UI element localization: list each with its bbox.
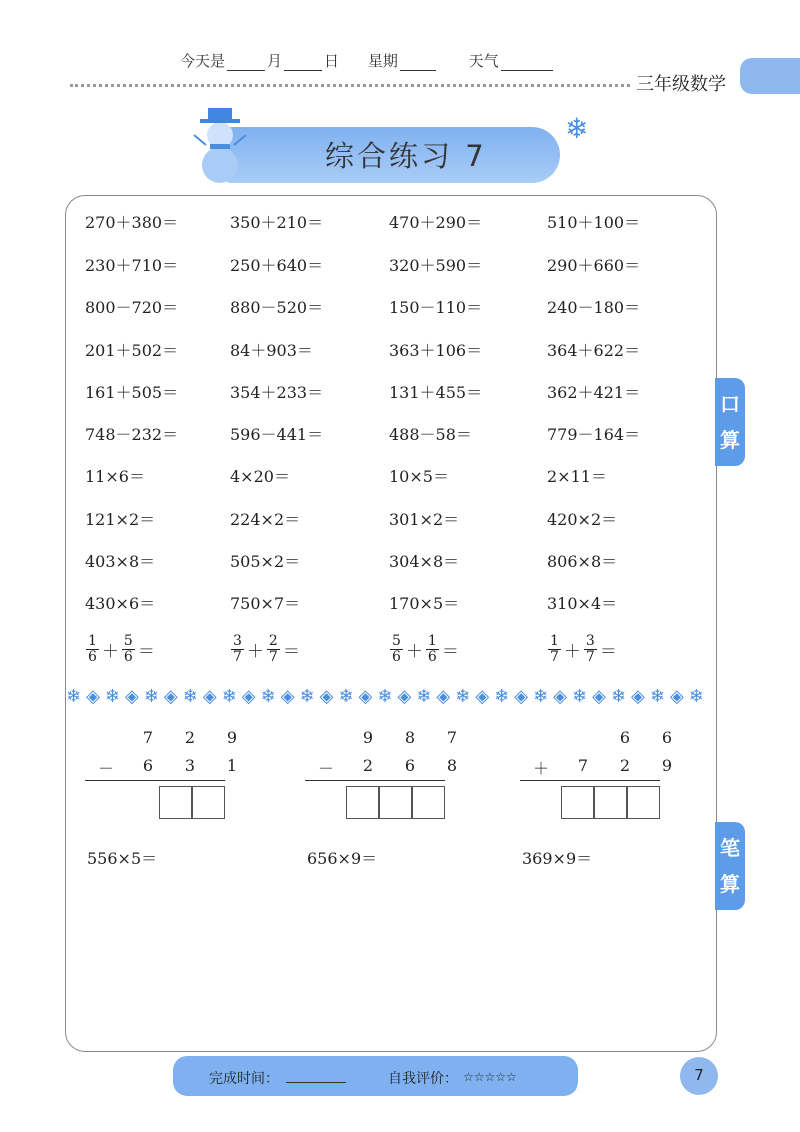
digit: 9 [661, 756, 673, 775]
equals-sign: ＝ [282, 642, 300, 662]
oral-problem: 250＋640＝ [230, 256, 324, 275]
oral-problem: 800－720＝ [85, 298, 179, 317]
fraction-problem [85, 634, 157, 665]
top-number [520, 728, 688, 747]
oral-problem: 4×20＝ [230, 467, 290, 486]
self-evaluation-label: 自我评价： [388, 1071, 458, 1087]
top-number [305, 728, 473, 747]
top-number [85, 728, 253, 747]
oral-problem: 310×4＝ [547, 594, 618, 613]
fraction [390, 634, 403, 665]
oral-problem: 301×2＝ [389, 510, 460, 529]
oral-problem: 510＋100＝ [547, 213, 641, 232]
fraction [267, 634, 280, 665]
oral-problem: 354＋233＝ [230, 383, 324, 402]
fraction-problem [389, 634, 461, 665]
oral-problem: 224×2＝ [230, 510, 301, 529]
digit: 2 [362, 756, 374, 775]
oral-problem: 10×5＝ [389, 467, 449, 486]
digit: 2 [619, 756, 631, 775]
weekday-blank[interactable] [400, 56, 436, 71]
day-label: 日 [324, 52, 340, 70]
oral-problem: 161＋505＝ [85, 383, 179, 402]
digit: 9 [362, 728, 374, 747]
oral-problem: 880－520＝ [230, 298, 324, 317]
digit: 8 [446, 756, 458, 775]
page-title: 综合练习 7 [325, 139, 487, 173]
equals-sign: ＝ [441, 642, 459, 662]
written-section-tab [715, 822, 745, 910]
denominator: 7 [233, 649, 242, 665]
fraction [584, 634, 597, 665]
oral-problem: 362＋421＝ [547, 383, 641, 402]
oral-problem: 363＋106＝ [389, 341, 483, 360]
snowman-icon [190, 100, 250, 185]
sum-line [520, 780, 660, 781]
denominator: 6 [123, 649, 133, 665]
plus-sign: ＋ [405, 642, 423, 662]
plus-sign: ＋ [563, 642, 581, 662]
denominator: 7 [268, 649, 278, 665]
written-problem: 556×5＝ [87, 849, 158, 868]
digit: 6 [661, 728, 673, 747]
fraction [548, 634, 561, 665]
numerator: 1 [88, 633, 97, 649]
oral-problem: 505×2＝ [230, 552, 301, 571]
oral-section-tab [715, 378, 745, 466]
oral-problem: 201＋502＝ [85, 341, 179, 360]
oral-problem: 779－164＝ [547, 425, 641, 444]
oral-problem: 150－110＝ [389, 298, 483, 317]
answer-box[interactable] [627, 786, 660, 819]
oral-problem: 596－441＝ [230, 425, 324, 444]
digit: 6 [404, 756, 416, 775]
dotted-divider [70, 84, 630, 87]
grade-tab [740, 58, 800, 94]
page-number: 7 [680, 1057, 718, 1095]
equals-sign: ＝ [137, 642, 155, 662]
digit: 6 [619, 728, 631, 747]
oral-problem: 121×2＝ [85, 510, 156, 529]
today-label: 今天是 [180, 52, 226, 70]
oral-problem: 806×8＝ [547, 552, 618, 571]
fraction [426, 634, 439, 665]
numerator: 5 [392, 633, 401, 649]
oral-problem: 131＋455＝ [389, 383, 483, 402]
numerator: 3 [585, 633, 595, 649]
oral-problem: 350＋210＝ [230, 213, 324, 232]
answer-box[interactable] [379, 786, 412, 819]
date-header [180, 50, 555, 71]
footer-bar [173, 1056, 578, 1096]
digit: 7 [577, 756, 589, 775]
plus-sign: ＋ [101, 642, 119, 662]
digit: 6 [142, 756, 154, 775]
answer-box[interactable] [561, 786, 594, 819]
numerator: 1 [550, 633, 559, 649]
denominator: 7 [550, 649, 559, 665]
exercise-frame [65, 195, 717, 1052]
written-problem: 656×9＝ [307, 849, 378, 868]
oral-problem: 403×8＝ [85, 552, 156, 571]
oral-problem: 230＋710＝ [85, 256, 179, 275]
snowflake-icon: ❄ [565, 112, 589, 145]
fraction-problem [547, 634, 619, 665]
denominator: 6 [392, 649, 401, 665]
oral-problem: 11×6＝ [85, 467, 145, 486]
denominator: 7 [585, 649, 595, 665]
month-label: 月 [267, 52, 283, 70]
numerator: 2 [268, 633, 278, 649]
fraction [122, 634, 135, 665]
digit: ＋ [532, 759, 549, 778]
oral-problem: 750×7＝ [230, 594, 301, 613]
snowflake-divider: ❄◈❄◈❄◈❄◈❄◈❄◈❄◈❄◈❄◈❄◈❄◈❄◈❄◈❄◈❄◈❄◈❄ [66, 686, 709, 707]
answer-box[interactable] [594, 786, 627, 819]
oral-problem: 364＋622＝ [547, 341, 641, 360]
answer-box[interactable] [192, 786, 225, 819]
digit: 7 [142, 728, 154, 747]
oral-problem: 304×8＝ [389, 552, 460, 571]
equals-sign: ＝ [599, 642, 617, 662]
oral-problem: 2×11＝ [547, 467, 607, 486]
answer-box[interactable] [412, 786, 445, 819]
day-blank[interactable] [284, 56, 322, 71]
bottom-number [85, 756, 253, 779]
weather-label: 天气 [468, 52, 499, 70]
bottom-number [305, 756, 473, 779]
oral-problem: 290＋660＝ [547, 256, 641, 275]
digit: 8 [404, 728, 416, 747]
completion-time-blank[interactable] [286, 1068, 346, 1083]
oral-problem: 748－232＝ [85, 425, 179, 444]
digit: － [97, 759, 114, 778]
sum-line [85, 780, 225, 781]
digit [562, 728, 604, 747]
written-section-label: 笔算 [720, 836, 740, 896]
weekday-label: 星期 [367, 52, 398, 70]
oral-section-label: 口算 [720, 392, 740, 452]
oral-problem: 420×2＝ [547, 510, 618, 529]
denominator: 6 [88, 649, 97, 665]
numerator: 5 [123, 633, 133, 649]
weather-blank[interactable] [501, 56, 553, 71]
fraction [86, 634, 99, 665]
grade-label: 三年级数学 [636, 74, 726, 95]
digit [305, 728, 347, 747]
oral-problem: 84＋903＝ [230, 341, 313, 360]
oral-problem: 430×6＝ [85, 594, 156, 613]
plus-sign: ＋ [246, 642, 264, 662]
oral-problem: 470＋290＝ [389, 213, 483, 232]
denominator: 6 [427, 649, 437, 665]
oral-problem: 320＋590＝ [389, 256, 483, 275]
completion-time-label: 完成时间： [209, 1071, 279, 1087]
fraction-problem [230, 634, 302, 665]
oral-problem: 270＋380＝ [85, 213, 179, 232]
sum-line [305, 780, 445, 781]
numerator: 3 [233, 633, 242, 649]
digit: 2 [184, 728, 196, 747]
digit: 9 [226, 728, 238, 747]
answer-box[interactable] [159, 786, 192, 819]
digit [85, 728, 127, 747]
digit: 7 [446, 728, 458, 747]
oral-problem: 240－180＝ [547, 298, 641, 317]
rating-stars[interactable]: ☆☆☆☆☆ [463, 1070, 517, 1084]
month-blank[interactable] [227, 56, 265, 71]
oral-problem: 170×5＝ [389, 594, 460, 613]
answer-box[interactable] [346, 786, 379, 819]
oral-problem: 488－58＝ [389, 425, 472, 444]
digit [520, 728, 562, 747]
digit: 3 [184, 756, 196, 775]
fraction [231, 634, 244, 665]
digit: － [317, 759, 334, 778]
written-problem: 369×9＝ [522, 849, 593, 868]
numerator: 1 [427, 633, 437, 649]
digit: 1 [226, 756, 238, 775]
bottom-number [520, 756, 688, 779]
